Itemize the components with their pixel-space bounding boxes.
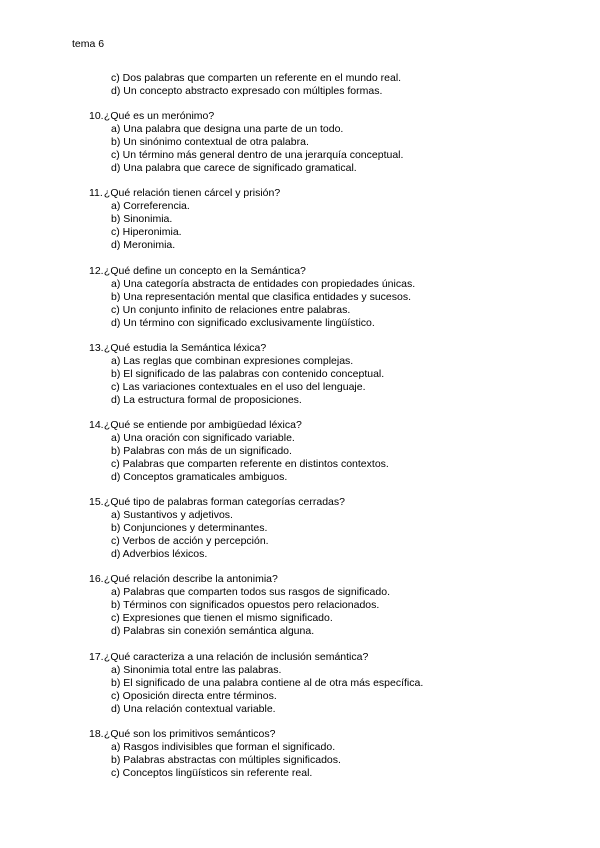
question-title [89,342,559,355]
question-block [89,496,559,561]
question-title [89,187,559,200]
question-block [89,265,559,330]
question-block [89,573,559,638]
option: b) Sinonimia. [111,213,173,226]
option: b) Palabras con más de un significado. [111,444,292,457]
question-text: ¿Qué relación describe la antonimia? [103,573,278,586]
option: c) Conceptos lingüísticos sin referente real. [111,766,313,779]
question-number: 17. [89,650,104,663]
question-number: 13. [89,341,104,354]
question-number: 12. [89,264,104,277]
question-title [89,728,559,741]
option: a) Una palabra que designa una parte de un todo. [111,123,344,136]
question-number: 14. [89,418,104,431]
question-text: ¿Qué caracteriza a una relación de inclusión semántica? [103,650,369,663]
page-header: tema 6 [72,38,105,50]
question-text: ¿Qué relación tienen cárcel y prisión? [103,187,281,200]
option: a) Sustantivos y adjetivos. [111,509,233,522]
question-title [89,419,559,432]
question-number: 18. [89,727,104,740]
option: d) Una palabra que carece de significado gramatical. [111,162,357,175]
option: a) Sinonimia total entre las palabras. [111,663,282,676]
question-block [89,342,559,407]
option: b) Conjunciones y determinantes. [111,522,268,535]
question-title [89,651,559,664]
question-block [89,651,559,716]
question-text: ¿Qué estudia la Semántica léxica? [103,341,267,354]
question-title [89,110,559,123]
option: a) Una oración con significado variable. [111,431,295,444]
option: d) Un término con significado exclusivamente lingüístico. [111,316,375,329]
option: b) Términos con significados opuestos pero relacionados. [111,599,380,612]
carryover-options [89,72,559,98]
question-number: 15. [89,496,104,509]
question-text: ¿Qué son los primitivos semánticos? [103,727,276,740]
option: d) Una relación contextual variable. [111,702,276,715]
question-title [89,573,559,586]
option: a) Rasgos indivisibles que forman el significado. [111,740,336,753]
option: c) Oposición directa entre términos. [111,689,277,702]
question-title [89,265,559,278]
question-text: ¿Qué es un merónimo? [103,110,215,123]
option: d) Conceptos gramaticales ambiguos. [111,470,288,483]
option: c) Verbos de acción y percepción. [111,535,269,548]
question-block [89,187,559,252]
option: c) Un término más general dentro de una jerarquía conceptual. [111,149,404,162]
option: b) Palabras abstractas con múltiples significados. [111,753,341,766]
option: d) Palabras sin conexión semántica alguna. [111,625,315,638]
question-block [89,419,559,484]
option: d) Meronimia. [111,239,176,252]
option: c) Expresiones que tienen el mismo significado. [111,612,333,625]
option: b) El significado de una palabra contiene al de otra más específica. [111,676,424,689]
question-text: ¿Qué tipo de palabras forman categorías cerradas? [103,496,345,509]
question-title [89,496,559,509]
question-text: ¿Qué define un concepto en la Semántica? [103,264,306,277]
option: c) Hiperonimia. [111,226,182,239]
option: b) El significado de las palabras con contenido conceptual. [111,367,385,380]
question-block [89,110,559,175]
option: d) La estructura formal de proposiciones. [111,393,302,406]
question-text: ¿Qué se entiende por ambigüedad léxica? [103,418,302,431]
option: d) Adverbios léxicos. [111,548,208,561]
question-list [89,72,559,792]
option: c) Las variaciones contextuales en el uso del lenguaje. [111,380,366,393]
option: a) Las reglas que combinan expresiones complejas. [111,354,354,367]
option: c) Dos palabras que comparten un referente en el mundo real. [111,72,402,84]
option: a) Correferencia. [111,200,190,213]
question-number: 16. [89,573,104,586]
question-block [89,728,559,780]
option: b) Una representación mental que clasifica entidades y sucesos. [111,290,411,303]
option: a) Una categoría abstracta de entidades con propiedades únicas. [111,277,416,290]
option: a) Palabras que comparten todos sus rasgos de significado. [111,586,390,599]
option: c) Palabras que comparten referente en distintos contextos. [111,457,389,470]
question-number: 10. [89,110,104,123]
option: d) Un concepto abstracto expresado con múltiples formas. [111,85,383,97]
option: c) Un conjunto infinito de relaciones entre palabras. [111,303,351,316]
option: b) Un sinónimo contextual de otra palabra. [111,136,309,149]
question-number: 11. [89,187,103,200]
